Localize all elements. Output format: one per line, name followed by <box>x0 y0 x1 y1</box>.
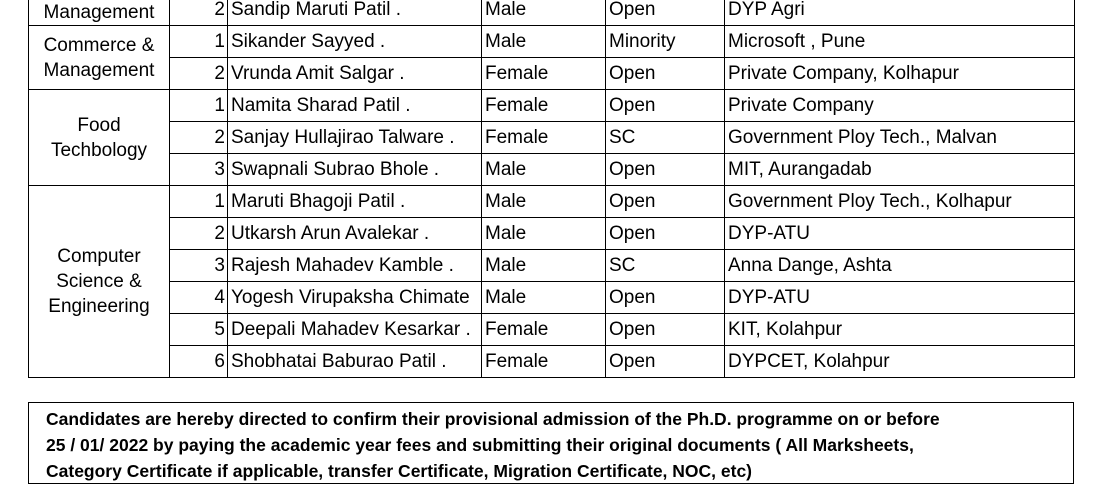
gender-cell: Male <box>482 154 606 186</box>
category-cell: Open <box>606 346 725 378</box>
candidate-name-cell: Sikander Sayyed . <box>228 26 482 58</box>
notice-line-2: 25 / 01/ 2022 by paying the academic year fees and submitting their original documents ( All Marksheets, <box>46 435 914 455</box>
candidate-name-cell: Deepali Mahadev Kesarkar . <box>228 314 482 346</box>
institution-cell: MIT, Aurangadab <box>725 154 1075 186</box>
table-row <box>29 314 1075 346</box>
institution-cell: KIT, Kolahpur <box>725 314 1075 346</box>
institution-cell: Anna Dange, Ashta <box>725 250 1075 282</box>
candidate-name-cell: Sanjay Hullajirao Talware . <box>228 122 482 154</box>
institution-cell: DYP-ATU <box>725 218 1075 250</box>
table-row <box>29 0 1075 26</box>
institution-cell: Government Ploy Tech., Malvan <box>725 122 1075 154</box>
gender-cell: Female <box>482 122 606 154</box>
category-cell: Open <box>606 58 725 90</box>
candidate-name-cell: Shobhatai Baburao Patil . <box>228 346 482 378</box>
gender-cell: Male <box>482 282 606 314</box>
serial-cell: 1 <box>170 186 228 218</box>
table-row <box>29 218 1075 250</box>
category-cell: Open <box>606 154 725 186</box>
table-row <box>29 186 1075 218</box>
gender-cell: Male <box>482 250 606 282</box>
institution-cell: DYPCET, Kolahpur <box>725 346 1075 378</box>
gender-cell: Male <box>482 186 606 218</box>
serial-cell: 1 <box>170 90 228 122</box>
candidate-name-cell: Yogesh Virupaksha Chimate <box>228 282 482 314</box>
institution-cell: Government Ploy Tech., Kolhapur <box>725 186 1075 218</box>
institution-cell: Private Company, Kolhapur <box>725 58 1075 90</box>
serial-cell: 6 <box>170 346 228 378</box>
category-cell: SC <box>606 122 725 154</box>
candidate-name-cell: Vrunda Amit Salgar . <box>228 58 482 90</box>
table-row <box>29 250 1075 282</box>
candidate-name-cell: Rajesh Mahadev Kamble . <box>228 250 482 282</box>
department-cell: Management <box>29 0 170 26</box>
serial-cell: 1 <box>170 26 228 58</box>
gender-cell: Female <box>482 346 606 378</box>
category-cell: Minority <box>606 26 725 58</box>
candidate-name-cell: Swapnali Subrao Bhole . <box>228 154 482 186</box>
category-cell: Open <box>606 186 725 218</box>
category-cell: Open <box>606 90 725 122</box>
gender-cell: Female <box>482 90 606 122</box>
department-cell: Computer Science & Engineering <box>29 186 170 378</box>
candidate-name-cell: Utkarsh Arun Avalekar . <box>228 218 482 250</box>
gender-cell: Female <box>482 58 606 90</box>
department-cell: Commerce & Management <box>29 26 170 90</box>
notice-line-3: Category Certificate if applicable, transfer Certificate, Migration Certificate, NOC, etc) <box>46 461 753 481</box>
table-row <box>29 282 1075 314</box>
table-row <box>29 26 1075 58</box>
serial-cell: 2 <box>170 58 228 90</box>
notice-line-1: Candidates are hereby directed to confirm their provisional admission of the Ph.D. programme on or before <box>46 409 940 429</box>
institution-cell: DYP-ATU <box>725 282 1075 314</box>
institution-cell: DYP Agri <box>725 0 1075 26</box>
department-cell: Food Techbology <box>29 90 170 186</box>
category-cell: SC <box>606 250 725 282</box>
table-row <box>29 90 1075 122</box>
candidate-name-cell: Maruti Bhagoji Patil . <box>228 186 482 218</box>
category-cell: Open <box>606 282 725 314</box>
candidate-name-cell: Sandip Maruti Patil . <box>228 0 482 26</box>
serial-cell: 4 <box>170 282 228 314</box>
institution-cell: Microsoft , Pune <box>725 26 1075 58</box>
serial-cell: 3 <box>170 250 228 282</box>
gender-cell: Male <box>482 26 606 58</box>
serial-cell: 5 <box>170 314 228 346</box>
category-cell: Open <box>606 0 725 26</box>
serial-cell: 2 <box>170 0 228 26</box>
institution-cell: Private Company <box>725 90 1075 122</box>
candidate-name-cell: Namita Sharad Patil . <box>228 90 482 122</box>
table-row <box>29 58 1075 90</box>
table-row <box>29 154 1075 186</box>
gender-cell: Female <box>482 314 606 346</box>
serial-cell: 3 <box>170 154 228 186</box>
serial-cell: 2 <box>170 218 228 250</box>
category-cell: Open <box>606 314 725 346</box>
gender-cell: Male <box>482 0 606 26</box>
admission-table <box>28 0 1075 378</box>
category-cell: Open <box>606 218 725 250</box>
serial-cell: 2 <box>170 122 228 154</box>
table-row <box>29 122 1075 154</box>
table-row <box>29 346 1075 378</box>
admission-notice <box>28 402 1074 484</box>
admission-table-body <box>29 0 1075 378</box>
gender-cell: Male <box>482 218 606 250</box>
